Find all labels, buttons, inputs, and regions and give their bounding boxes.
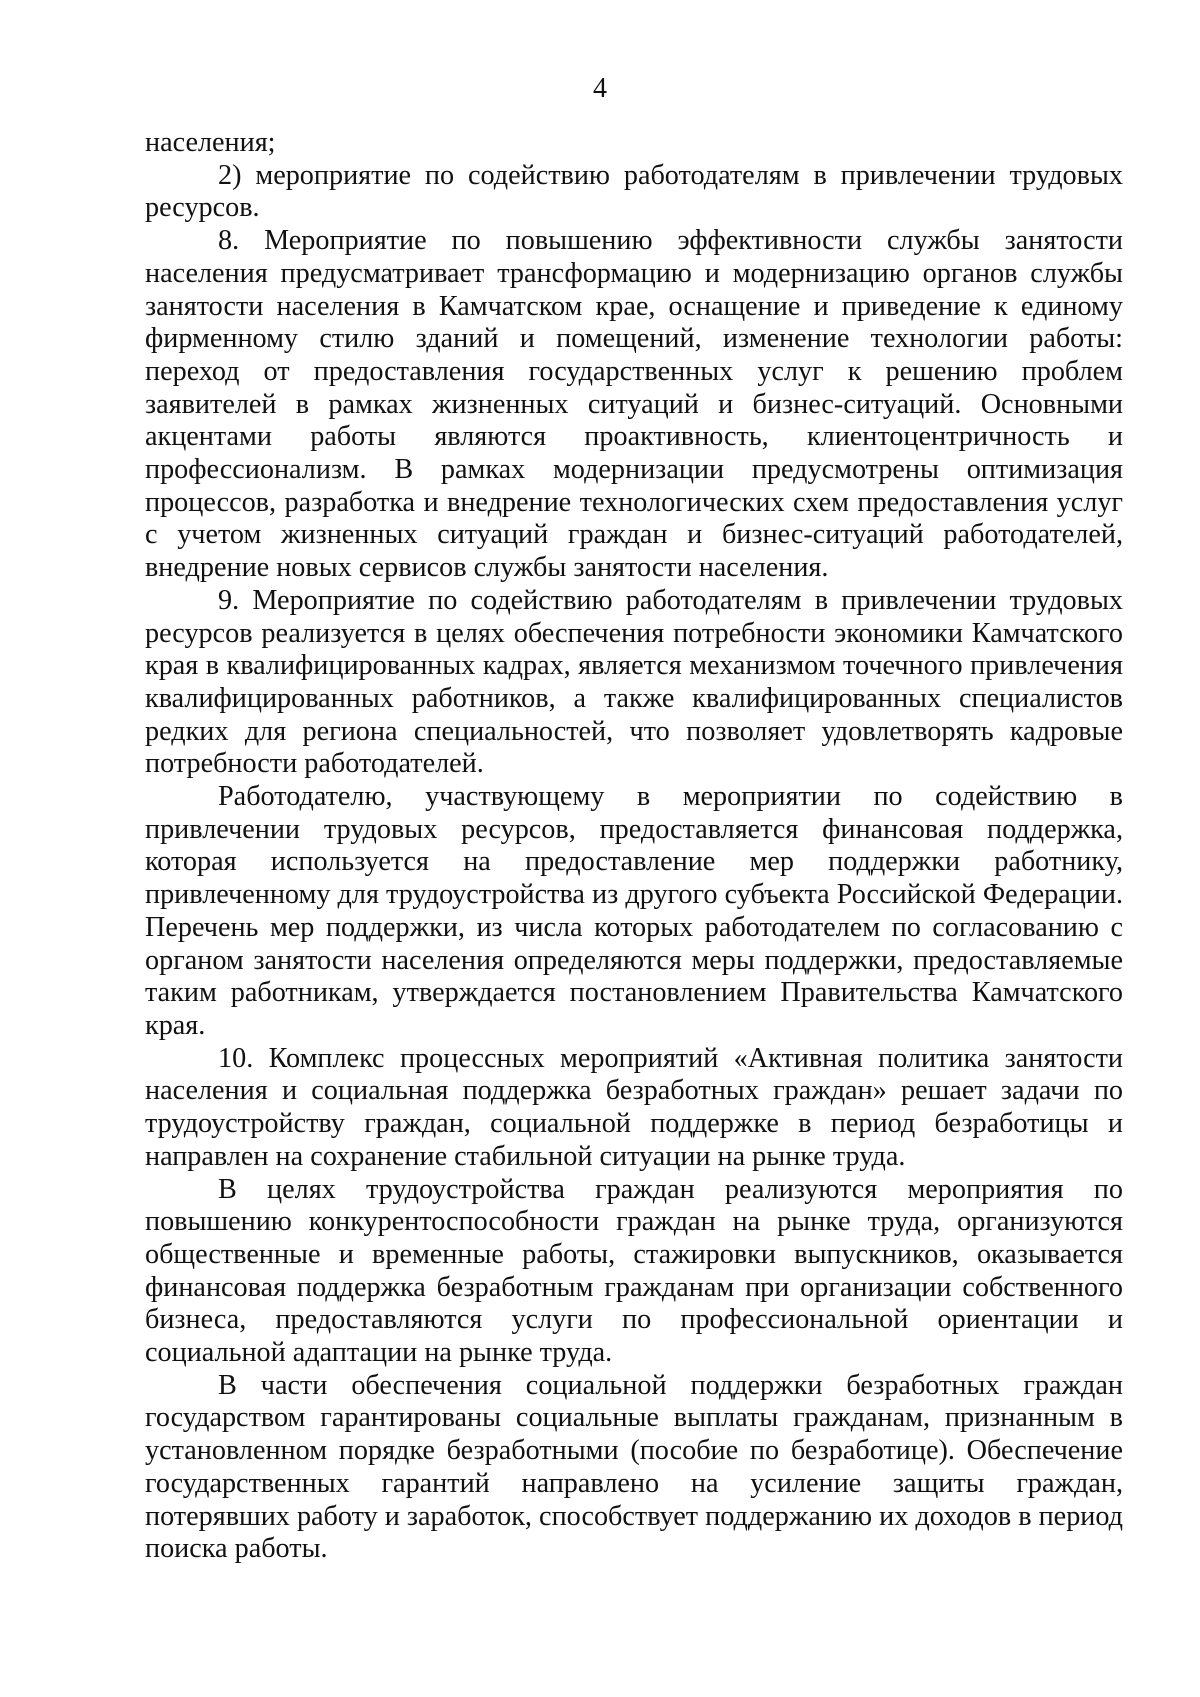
paragraph-employer-support: Работодателю, участвующему в мероприятии по содействию в привлечении трудовых ресурсов, предоставляется финансовая поддержка, которая используется на предоставление мер поддержки работнику, привлеченному для трудоустройства из другого субъекта Российской Федерации. Перечень мер поддержки, из числа которых работодателем по согласованию с органом занятости населения определяются меры поддержки, предоставляемые таким работникам, утверждается постановлением Правительства Камчатского края. (145, 781, 1123, 1041)
paragraph-item-9: 9. Мероприятие по содействию работодателям в привлечении трудовых ресурсов реализуется в целях обеспечения потребности экономики Камчатского края в квалифицированных кадрах, является механизмом точечного привлечения квалифицированных работников, а также квалифицированных специалистов редких для региона специальностей, что позволяет удовлетворять кадровые потребности работодателей. (145, 584, 1123, 780)
paragraph-item-8: 8. Мероприятие по повышению эффективности службы занятости населения предусматривает трансформацию и модернизацию органов службы занятости населения в Камчатском крае, оснащение и приведение к единому фирменному стилю зданий и помещений, изменение технологии работы: переход от предоставления государственных услуг к решению проблем заявителей в рамках жизненных ситуаций и бизнес-ситуаций. Основными акцентами работы являются проактивность, клиентоцентричность и профессионализм. В рамках модернизации предусмотрены оптимизация процессов, разработка и внедрение технологических схем предоставления услуг с учетом жизненных ситуаций граждан и бизнес-ситуаций работодателей, внедрение новых сервисов службы занятости населения. (145, 225, 1123, 584)
paragraph-list-item-2: 2) мероприятие по содействию работодателям в привлечении трудовых ресурсов. (145, 159, 1123, 224)
document-body (145, 127, 1123, 1566)
page-number: 4 (593, 73, 607, 104)
paragraph-employment-measures: В целях трудоустройства граждан реализуются мероприятия по повышению конкурентоспособности граждан на рынке труда, организуются общественные и временные работы, стажировки выпускников, оказывается финансовая поддержка безработным гражданам при организации собственного бизнеса, предоставляются услуги по профессиональной ориентации и социальной адаптации на рынке труда. (145, 1173, 1123, 1369)
paragraph-item-10: 10. Комплекс процессных мероприятий «Активная политика занятости населения и социальная поддержка безработных граждан» решает задачи по трудоустройству граждан, социальной поддержке в период безработицы и направлен на сохранение стабильной ситуации на рынке труда. (145, 1042, 1123, 1172)
paragraph-social-support: В части обеспечения социальной поддержки безработных граждан государством гарантированы социальные выплаты гражданам, признанным в установленном порядке безработными (пособие по безработице). Обеспечение государственных гарантий направлено на усиление защиты граждан, потерявших работу и заработок, способствует поддержанию их доходов в период поиска работы. (145, 1369, 1123, 1565)
paragraph-continuation: населения; (145, 127, 276, 158)
